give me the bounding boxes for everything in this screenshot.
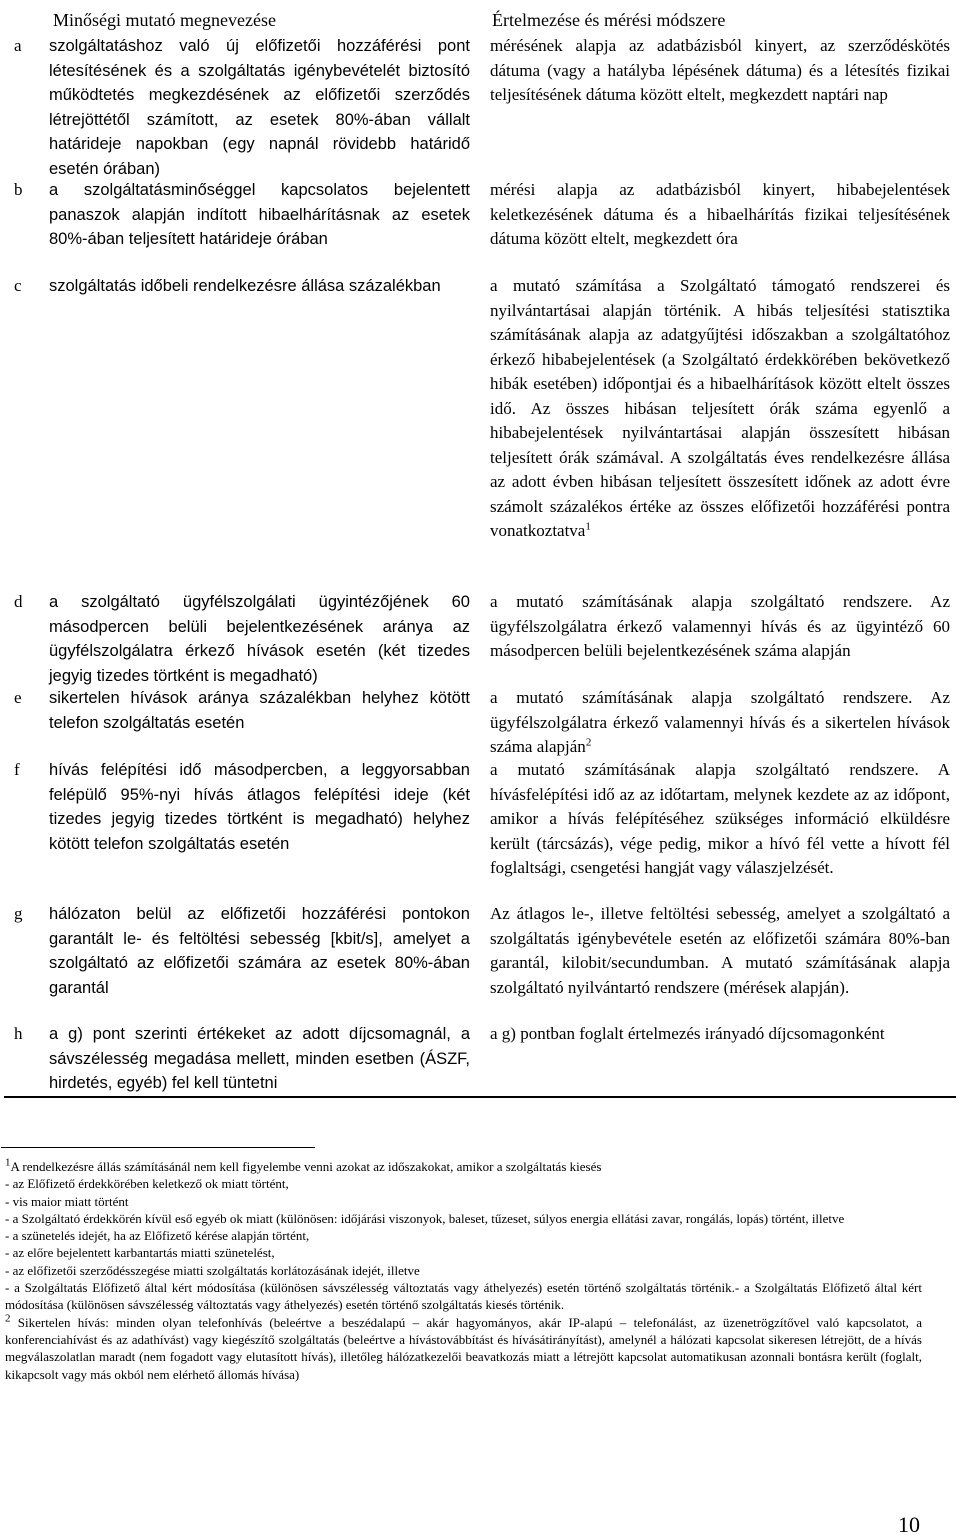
footnote-separator: [1, 1147, 315, 1148]
footnote-2-mark: 2: [5, 1312, 11, 1325]
footnote-ref-2: 2: [585, 736, 592, 749]
footnote-line: - a Szolgáltatás Előfizető által kért módosítása (különösen sávszélesség változtatás vagy áthelyezés) esetén történő szolgáltatás történik.- a Szolgáltatás Előfizető által kért módosítása (különösen sávszélesség változtatás vagy áthelyezés) esetén történő szolgáltatás kiesés történik.: [5, 1280, 922, 1313]
row-letter: b: [14, 180, 23, 199]
header-interpretation-method: Értelmezése és mérési módszere: [492, 10, 726, 30]
header-indicator-name: Minőségi mutató megnevezése: [53, 10, 276, 30]
row-letter: c: [14, 276, 22, 295]
row-letter: e: [14, 688, 22, 707]
method-text: a g) pontban foglalt értelmezés irányadó díjcsomagonként: [490, 1024, 885, 1043]
row-letter: f: [14, 760, 20, 779]
footnote-line: - vis maior miatt történt: [5, 1193, 129, 1209]
method-text: [490, 686, 950, 760]
footnote-2-text: Sikertelen hívás: minden olyan telefonhívás (beleértve a beszédalapú – akár hagyományos, akár IP-alapú – telefonálást, az üzenetrögzítővel való kapcsolatot, a konferenciahívást és az adathívást) vagy kiegészítő szolgáltatás (beleértve a hívástovábbítást és hívásátirányítást), amelynél a hálózati kapcsolat sikeresen létrejött, de a hívás megválaszolatlan maradt (nem fogadott vagy elutasított hívás), illetőleg hálózatkezelői beavatkozás miatt a létrejött kapcsolat automatikusan azonnali bontásra került (foglalt, kikapcsolt vagy más okból nem elérhető állomás hívása): [5, 1314, 922, 1382]
method-text: mérésének alapja az adatbázisból kinyert, az szerződéskötés dátuma (vagy a hatályba lépésének dátuma) és a létesítés fizikai teljesítésének dátuma között eltelt, megkezdett naptári nap: [490, 36, 950, 104]
row-letter: g: [14, 904, 23, 923]
indicator-text: szolgáltatáshoz való új előfizetői hozzáférési pont létesítésének és a szolgáltatás igénybevételét biztosító működtetés megkezdésének az előfizetői szerződés létrejöttétől számított, az esetek 80%-ában vállalt határideje napokban (egy napnál rövidebb határidő esetén órában): [49, 37, 470, 178]
footnote-2: [5, 1314, 922, 1383]
indicator-text: hálózaton belül az előfizetői hozzáférési pontokon garantált le- és feltöltési sebesség [kbit/s], amelyet a szolgáltató az előfizetői számára az esetek 80%-ában garantál: [49, 905, 470, 997]
row-letter: d: [14, 592, 23, 611]
row-letter: h: [14, 1024, 23, 1043]
method-body: a mutató számítása a Szolgáltató támogató rendszerei és nyilvántartásai alapján történik. A hibás teljesítési statisztika számításának alapja az adatgyűjtési időszakban a szolgáltatóhoz érkező hibabejelentések (a Szolgáltató érdekkörében bekövetkező hibák esetében) időpontjai és a hibaelhárítások között eltelt összes idő. Az összes hibásan teljesített órák száma egyenlő a hibabejelentések nyilvántartásai alapján összesített hibásan teljesített órák számával. A szolgáltatás éves rendelkezésre állása az adott évben hibásan teljesített összesített időnek az adott évre számolt százalékos értéke az összes előfizetői hozzáférési pontra vonatkoztatva: [490, 276, 950, 540]
indicator-text: a g) pont szerinti értékeket az adott díjcsomagnál, a sávszélesség megadása mellett, minden esetben (ÁSZF, hirdetés, egyéb) fel kell tüntetni: [49, 1025, 470, 1092]
footnote-line: - a Szolgáltató érdekkörén kívül eső egyéb ok miatt (különösen: időjárási viszonyok, baleset, tűzeset, súlyos energia ellátási zavar, rongálás, lopás) történt, illetve: [5, 1210, 845, 1226]
method-body: a mutató számításának alapja szolgáltató rendszere. Az ügyfélszolgálatra érkező valamennyi hívás és a sikertelen hívások száma alapján: [490, 688, 950, 756]
page-number: 10: [898, 1512, 920, 1537]
indicator-text: hívás felépítési idő másodpercben, a leggyorsabban felépülő 95%-nyi hívás átlagos felépítési ideje (két tizedes jegyig tizedes törtként is megadható) helyhez kötött telefon szolgáltatás esetén: [49, 761, 470, 853]
footnotes: [5, 1158, 922, 1383]
table-bottom-border: [4, 1096, 956, 1098]
footnote-1-mark: 1: [5, 1156, 11, 1169]
method-text: [490, 274, 950, 544]
method-text: mérési alapja az adatbázisból kinyert, hibabejelentések keletkezésének dátuma és a hibaelhárítás fizikai teljesítésének dátuma között eltelt, megkezdett óra: [490, 180, 950, 248]
indicator-text: a szolgáltatásminőséggel kapcsolatos bejelentett panaszok alapján indított hibaelhárításnak az esetek 80%-ában teljesített határideje órában: [49, 181, 470, 248]
indicator-text: a szolgáltató ügyfélszolgálati ügyintézőjének 60 másodpercen belüli bejelentkezésének aránya az ügyfélszolgálatra érkező hívások esetén (két tizedes jegyig tizedes törtként is megadható): [49, 593, 470, 685]
footnote-line: - az előfizetői szerződésszegése miatti szolgáltatás korlátozásának idejét, illetve: [5, 1262, 420, 1278]
row-letter: a: [14, 36, 22, 55]
footnote-line: - az előre bejelentett karbantartás miatti szünetelést,: [5, 1245, 275, 1261]
indicator-text: sikertelen hívások aránya százalékban helyhez kötött telefon szolgáltatás esetén: [49, 689, 470, 732]
footnote-line: - az Előfizető érdekkörében keletkező ok miatt történt,: [5, 1176, 289, 1192]
indicator-text: szolgáltatás időbeli rendelkezésre állása százalékban: [49, 277, 441, 295]
footnote-1-intro: [5, 1158, 922, 1175]
method-text: a mutató számításának alapja szolgáltató rendszere. A hívásfelépítési idő az az időtartam, melynek kezdete az az időpont, amikor a hívás felépítéséhez szükséges információ elküldésre került (tárcsázás), vége pedig, mikor a hívó fél vette a hívott fél foglaltsági, csengetési hangját vagy válaszjelzését.: [490, 760, 950, 877]
footnote-ref-1: 1: [585, 520, 591, 533]
footnote-line: A rendelkezésre állás számításánál nem kell figyelembe venni azokat az időszakokat, amikor a szolgáltatás kiesés: [10, 1159, 602, 1174]
method-text: a mutató számításának alapja szolgáltató rendszere. Az ügyfélszolgálatra érkező valamennyi hívás és az ügyintéző 60 másodpercen belüli bejelentkezésének száma alapján: [490, 592, 950, 660]
method-text: Az átlagos le-, illetve feltöltési sebesség, amelyet a szolgáltató a szolgáltatás igénybevétele esetén az előfizetői számára 80%-ban garantál, kilobit/secundumban. A mutató számításának alapja szolgáltató nyilvántartó rendszere (mérések alapján).: [490, 904, 950, 997]
footnote-line: - a szünetelés idejét, ha az Előfizető kérése alapján történt,: [5, 1228, 310, 1244]
quality-indicator-table: [4, 4, 956, 1098]
